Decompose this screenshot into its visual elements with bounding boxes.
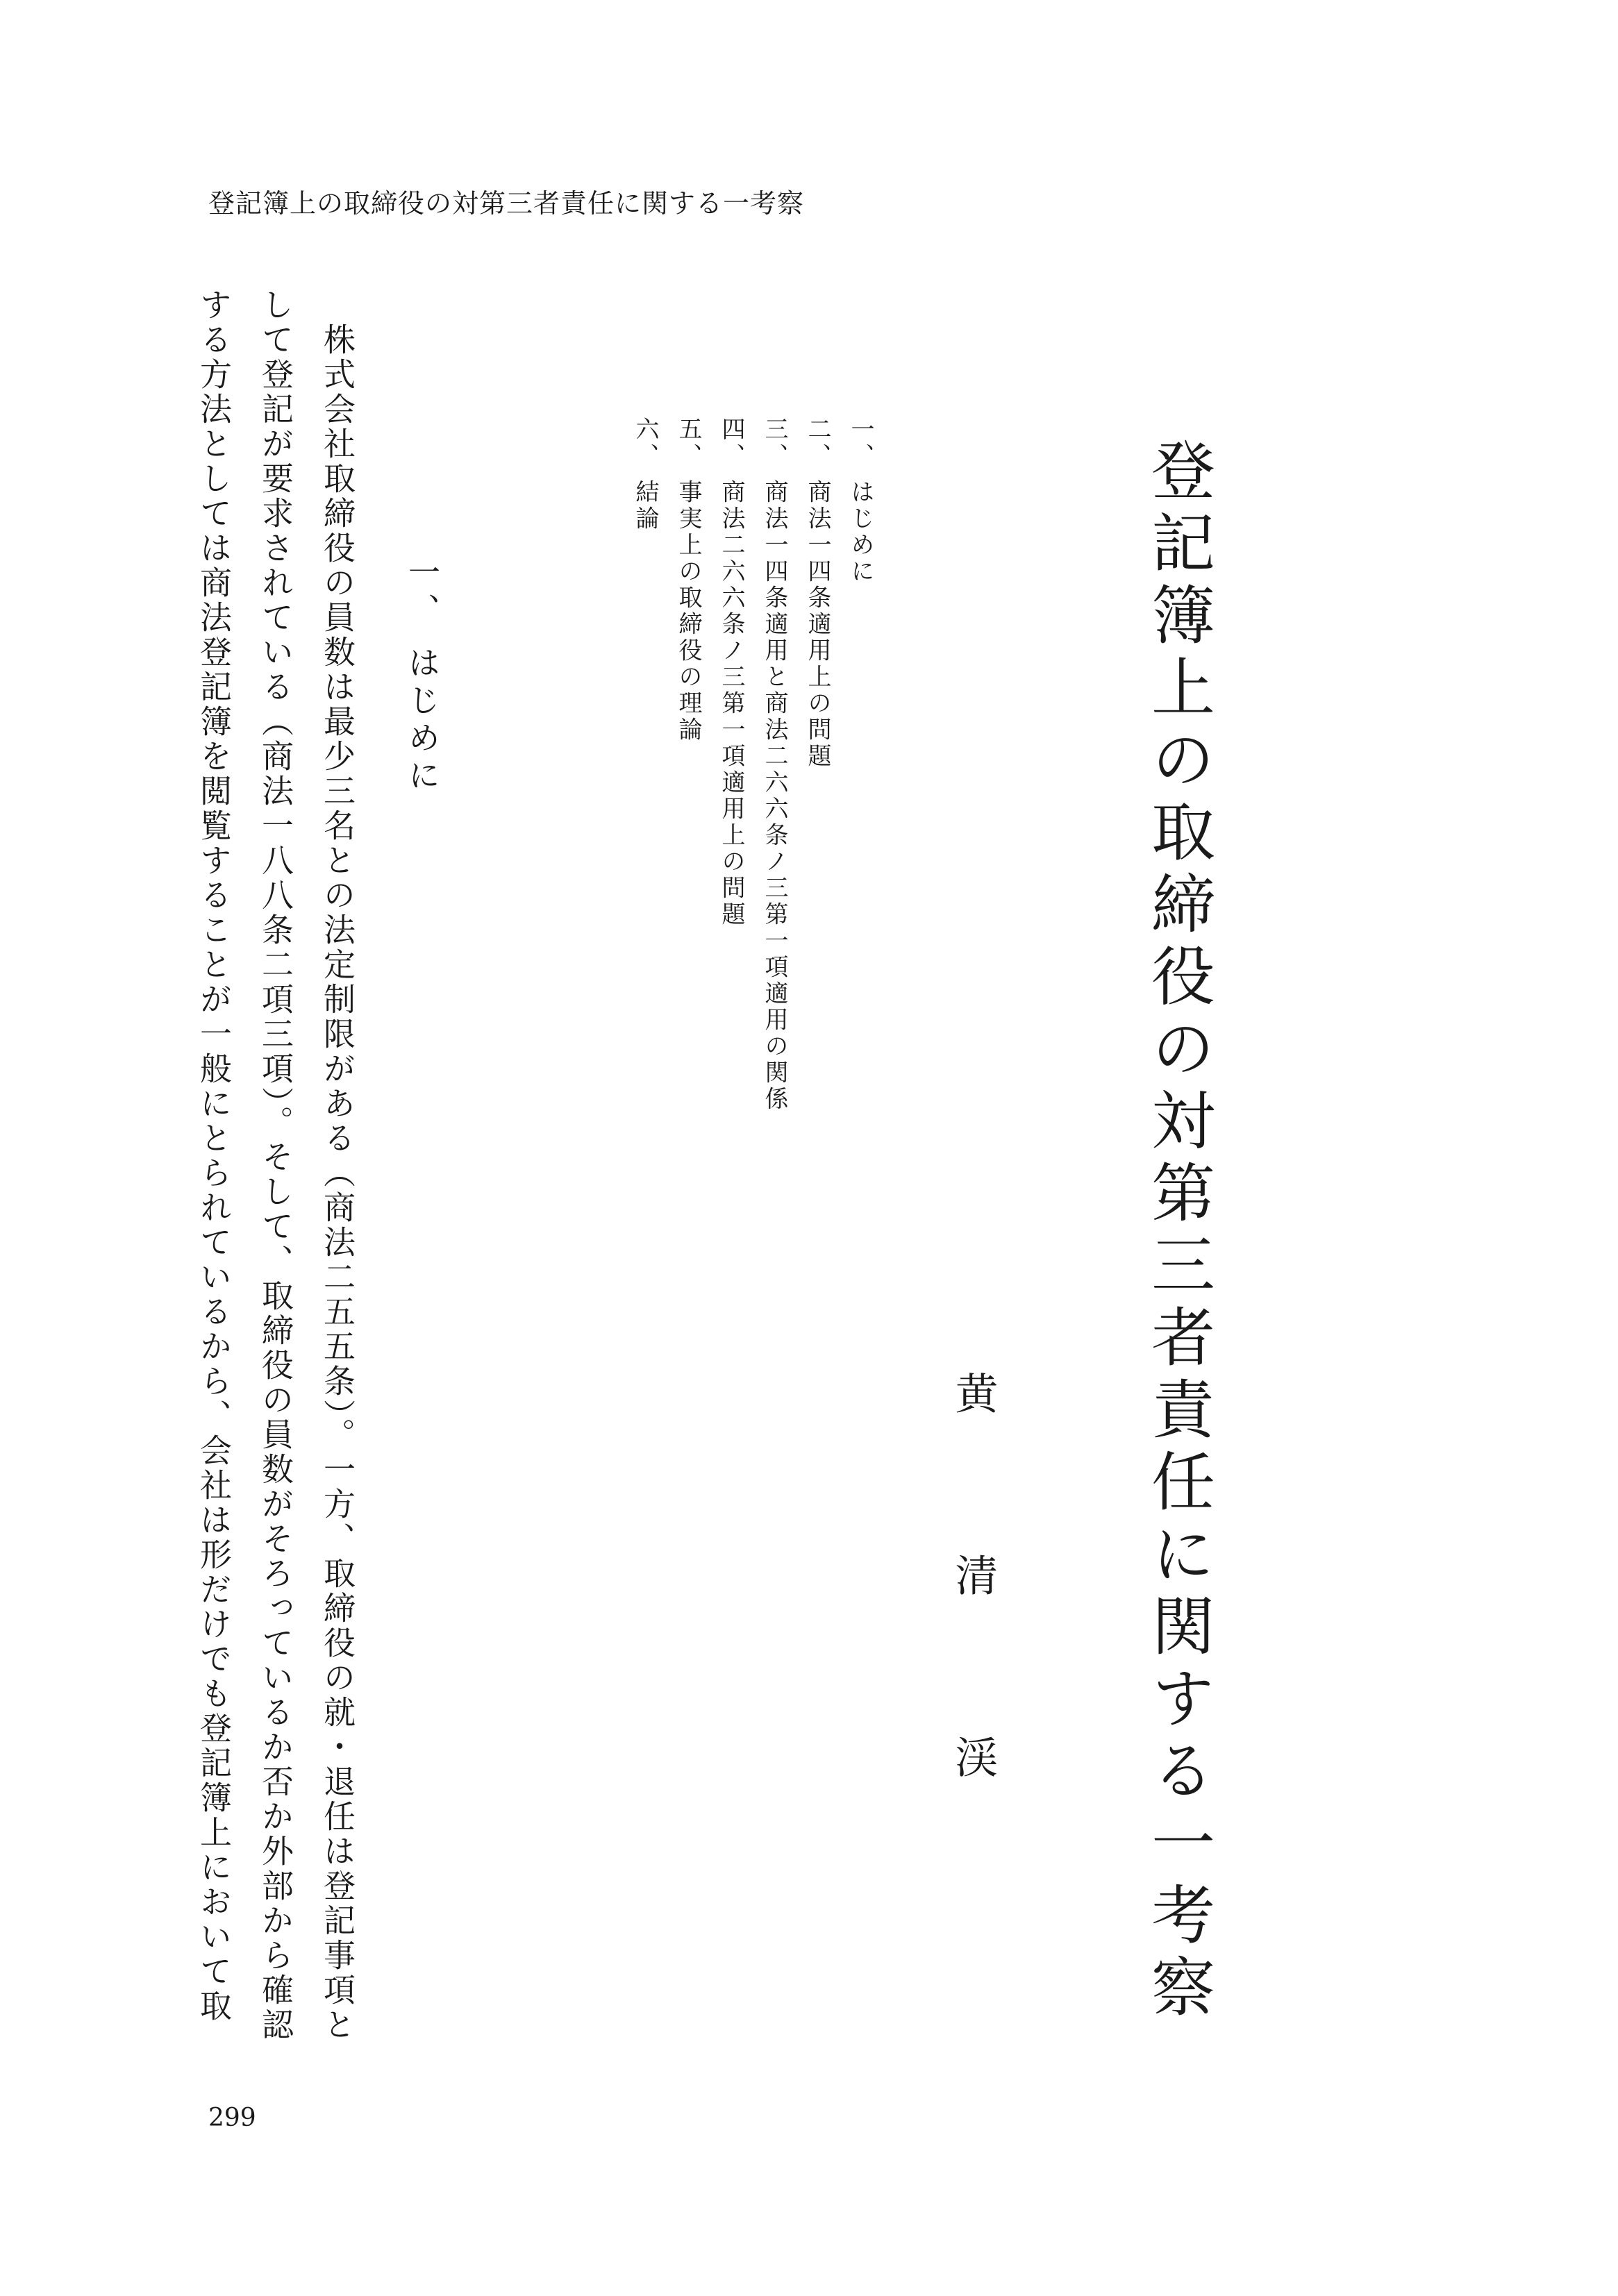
table-of-contents [597, 417, 882, 1250]
toc-item: 一、 はじめに [846, 417, 874, 585]
body-line: して登記が要求されている（商法一八八条二項三項）。そして、取締役の員数がそろっているか否か外部から確認 [257, 288, 294, 2043]
toc-item: 二、 商法一四条適用上の問題 [803, 417, 831, 770]
body-line: 株式会社取締役の員数は最少三名との法定制限がある（商法二五五条）。一方、取締役の就・退任は登記事項と [319, 288, 356, 2043]
body-line: する方法としては商法登記簿を閲覧することが一般にとられているから、会社は形だけでも登記簿上において取 [195, 288, 233, 2024]
toc-item: 三、 商法一四条適用と商法二六六条ノ三第一項適用の関係 [760, 417, 788, 1113]
article-title: 登記簿上の取締役の対第三者責任に関する一考察 [1141, 437, 1215, 2026]
body-text [167, 288, 368, 2142]
section-heading: 一、 はじめに [403, 555, 441, 796]
toc-item: 六、 結論 [631, 417, 659, 533]
toc-item: 五、 事実上の取締役の理論 [674, 417, 702, 744]
running-header: 登記簿上の取締役の対第三者責任に関する一考察 [208, 188, 805, 219]
author-name: 黄清渓 [948, 1371, 999, 1917]
toc-item: 四、 商法二六六条ノ三第一項適用上の問題 [717, 417, 745, 928]
page-number: 299 [208, 2104, 256, 2132]
